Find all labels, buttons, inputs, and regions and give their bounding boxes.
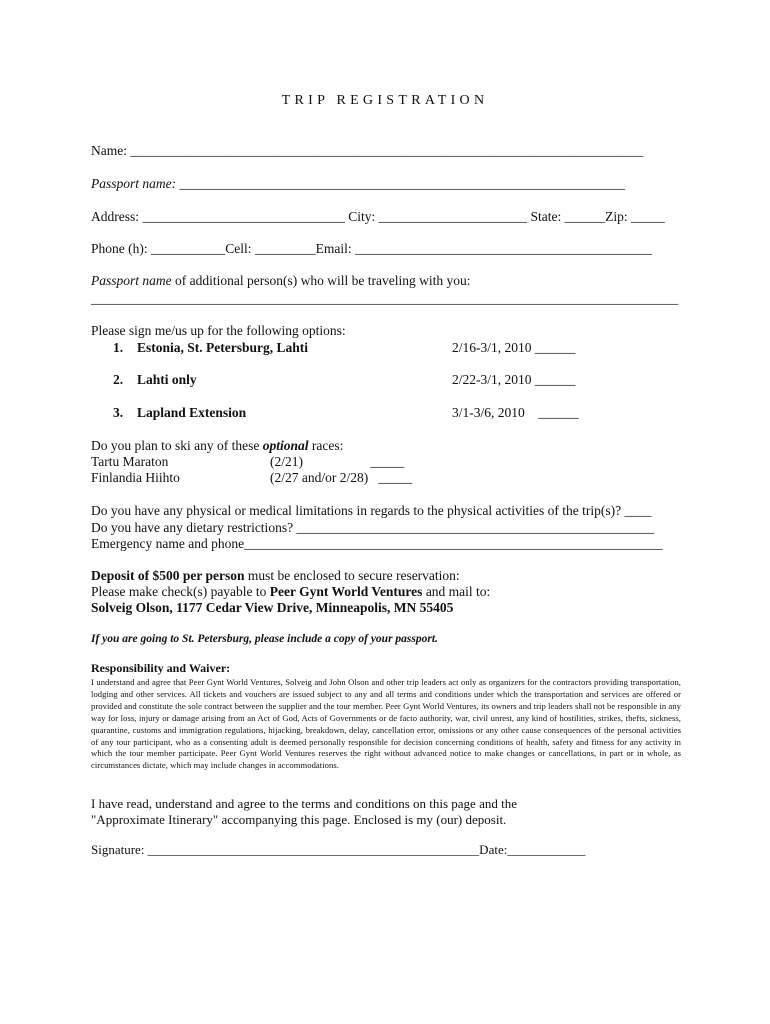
race-name: Finlandia Hiihto — [91, 470, 180, 485]
option-number: 1. — [113, 340, 124, 355]
name-field[interactable]: Name: ____________________________________________________________________________ — [91, 143, 644, 158]
options-intro: Please sign me/us up for the following options: — [91, 323, 346, 338]
option-number: 3. — [113, 405, 124, 420]
additional-persons-text: of additional person(s) who will be traveling with you: — [171, 273, 471, 288]
passport-name-field[interactable] — [91, 176, 625, 192]
medical-limitations-field[interactable]: Do you have any physical or medical limitations in regards to the physical activities of the trip(s)? ____ — [91, 503, 652, 518]
signature-date-field[interactable]: Signature: ___________________________________________________Date:____________ — [91, 842, 586, 857]
payable-text: Please make check(s) payable to — [91, 584, 270, 599]
races-question — [91, 438, 343, 454]
races-question-emphasis: optional — [262, 438, 309, 453]
deposit-text: must be enclosed to secure reservation: — [244, 568, 460, 583]
address-field[interactable]: Address: ______________________________ City: ______________________ State: ______Zip: _____ — [91, 209, 665, 224]
deposit-amount: Deposit of $500 per person — [91, 568, 245, 583]
waiver-text: I understand and agree that Peer Gynt World Ventures, Solveig and John Olson and other trip leaders act only as organizers for the contractors providing transportation, lodging and other services. All tickets and vouchers are issued subject to any and all terms and conditions under which the transportation and services are offered or provided and constitute the sole contract between the supplier and the tour member. Peer Gynt World Ventures, its owners and trip leaders shall not be responsible in any way for loss, injury or damage arising from an Act of God, Acts of Governments or de facto authority, war, civil unrest, any kind of hostilities, strikes, thefts, sickness, quarantine, customs and immigration regulations, hijacking, breakdown, delay, cancellation error, omissions or any other cause consequences of the personal activities of any tour participant, who as a consenting adult is deemed personally responsible for decision concerning conditions of health, safety and fitness for any activity in which the tour member participate. Peer Gynt World Ventures reserves the right without advanced notice to make changes or cancellations, in part or in whole, as circumstances dictate, which may include changes in accommodations. — [91, 677, 681, 771]
dietary-restrictions-field[interactable]: Do you have any dietary restrictions? _____________________________________________________ — [91, 520, 655, 535]
passport-name-line: __________________________________________________________________ — [176, 176, 625, 191]
race-name: Tartu Maraton — [91, 454, 169, 469]
option-date-field[interactable]: 3/1-3/6, 2010 ______ — [452, 405, 579, 420]
races-question-text: Do you plan to ski any of these — [91, 438, 263, 453]
additional-persons-label — [91, 273, 470, 289]
page-title: TRIP REGISTRATION — [281, 93, 489, 108]
option-name: Lahti only — [137, 372, 197, 387]
option-number: 2. — [113, 372, 124, 387]
option-date-field[interactable]: 2/22-3/1, 2010 ______ — [452, 372, 576, 387]
race-dates-field[interactable]: (2/21) _____ — [270, 454, 405, 469]
option-date-field[interactable]: 2/16-3/1, 2010 ______ — [452, 340, 576, 355]
races-question-suffix: races: — [308, 438, 344, 453]
additional-persons-field[interactable]: _______________________________________________________________________________________ — [91, 291, 679, 306]
payable-suffix: and mail to: — [422, 584, 491, 599]
option-name: Lapland Extension — [137, 405, 247, 420]
payee-name: Peer Gynt World Ventures — [269, 584, 423, 599]
phone-field[interactable]: Phone (h): ___________Cell: _________Email: ____________________________________________ — [91, 241, 652, 256]
deposit-line — [91, 568, 460, 584]
mailing-address: Solveig Olson, 1177 Cedar View Drive, Minneapolis, MN 55405 — [91, 600, 454, 615]
option-name: Estonia, St. Petersburg, Lahti — [137, 340, 309, 355]
passport-note: If you are going to St. Petersburg, please include a copy of your passport. — [91, 633, 438, 645]
additional-passport-label: Passport name — [91, 273, 172, 288]
passport-name-label: Passport name: — [91, 176, 177, 191]
emergency-contact-field[interactable]: Emergency name and phone______________________________________________________________ — [91, 536, 663, 551]
payable-line — [91, 584, 490, 600]
agreement-line-1: I have read, understand and agree to the terms and conditions on this page and the — [91, 796, 517, 811]
race-dates-field[interactable]: (2/27 and/or 2/28) _____ — [270, 470, 413, 485]
agreement-line-2: "Approximate Itinerary" accompanying this page. Enclosed is my (our) deposit. — [91, 812, 507, 827]
waiver-heading: Responsibility and Waiver: — [91, 661, 231, 675]
